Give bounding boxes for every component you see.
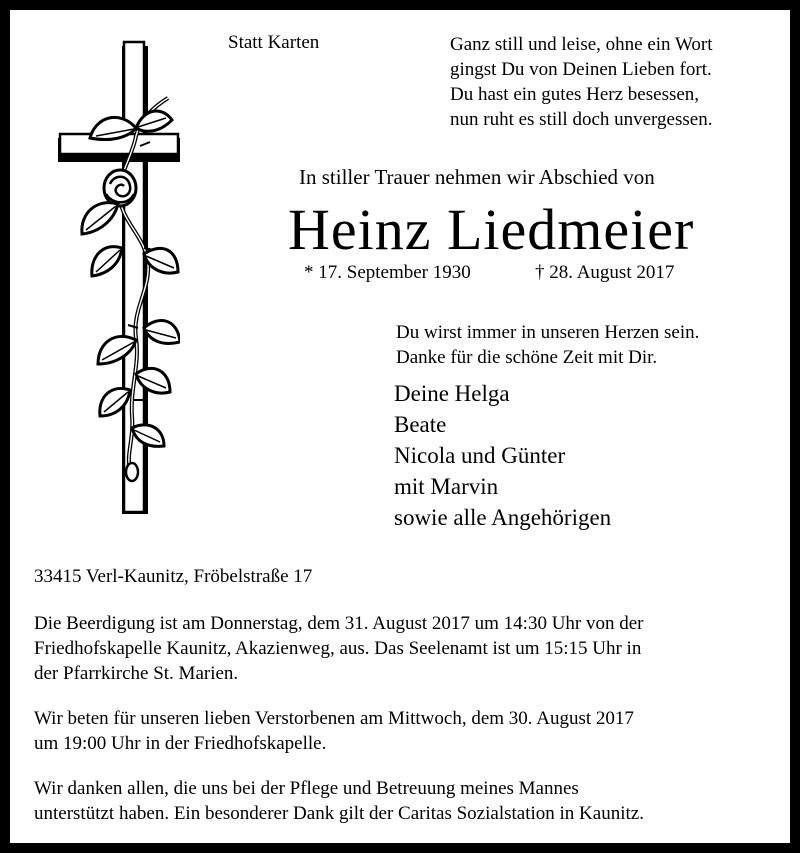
paragraph-line: Wir beten für unseren lieben Verstorbenen am Mittwoch, dem 30. August 2017: [34, 708, 634, 729]
paragraph-line: unterstützt haben. Ein besonderer Dank gilt der Caritas Sozialstation in Kaunitz.: [34, 803, 644, 824]
poem-line: nun ruht es still doch unvergessen.: [450, 109, 713, 130]
mourner: Deine Helga: [394, 381, 510, 406]
poem-line: Ganz still und leise, ohne ein Wort: [450, 34, 713, 55]
paragraph-line: Die Beerdigung ist am Donnerstag, dem 31. August 2017 um 14:30 Uhr von der: [34, 613, 644, 634]
cross-with-rose-icon: [40, 28, 180, 528]
poem: [450, 32, 712, 132]
statt-karten-label: Statt Karten: [228, 32, 320, 53]
paragraph-line: der Pfarrkirche St. Marien.: [34, 663, 239, 684]
poem-line: Du hast ein gutes Herz besessen,: [450, 84, 700, 105]
mourner: Beate: [394, 412, 447, 437]
paragraph-line: um 19:00 Uhr in der Friedhofskapelle.: [34, 733, 327, 754]
farewell-line: Danke für die schöne Zeit mit Dir.: [396, 347, 658, 368]
farewell-text: [396, 320, 699, 370]
mourner: mit Marvin: [394, 474, 499, 499]
thanks-paragraph: [34, 776, 644, 826]
intro-text: In stiller Trauer nehmen wir Abschied von: [299, 165, 655, 189]
mourner: sowie alle Angehörigen: [394, 505, 612, 530]
paragraph-line: Wir danken allen, die uns bei der Pflege und Betreuung meines Mannes: [34, 778, 579, 799]
mourner: Nicola und Günter: [394, 443, 566, 468]
address: 33415 Verl-Kaunitz, Fröbelstraße 17: [34, 566, 313, 587]
poem-line: gingst Du von Deinen Lieben fort.: [450, 59, 712, 80]
funeral-details-paragraph: [34, 611, 644, 686]
deceased-name: Heinz Liedmeier: [288, 197, 695, 262]
death-date: † 28. August 2017: [535, 262, 675, 283]
paragraph-line: Friedhofskapelle Kaunitz, Akazienweg, aus. Das Seelenamt ist um 15:15 Uhr in: [34, 638, 642, 659]
prayer-paragraph: [34, 706, 634, 756]
mourners-list: [394, 378, 611, 533]
birth-date: * 17. September 1930: [304, 262, 471, 283]
farewell-line: Du wirst immer in unseren Herzen sein.: [396, 322, 700, 343]
